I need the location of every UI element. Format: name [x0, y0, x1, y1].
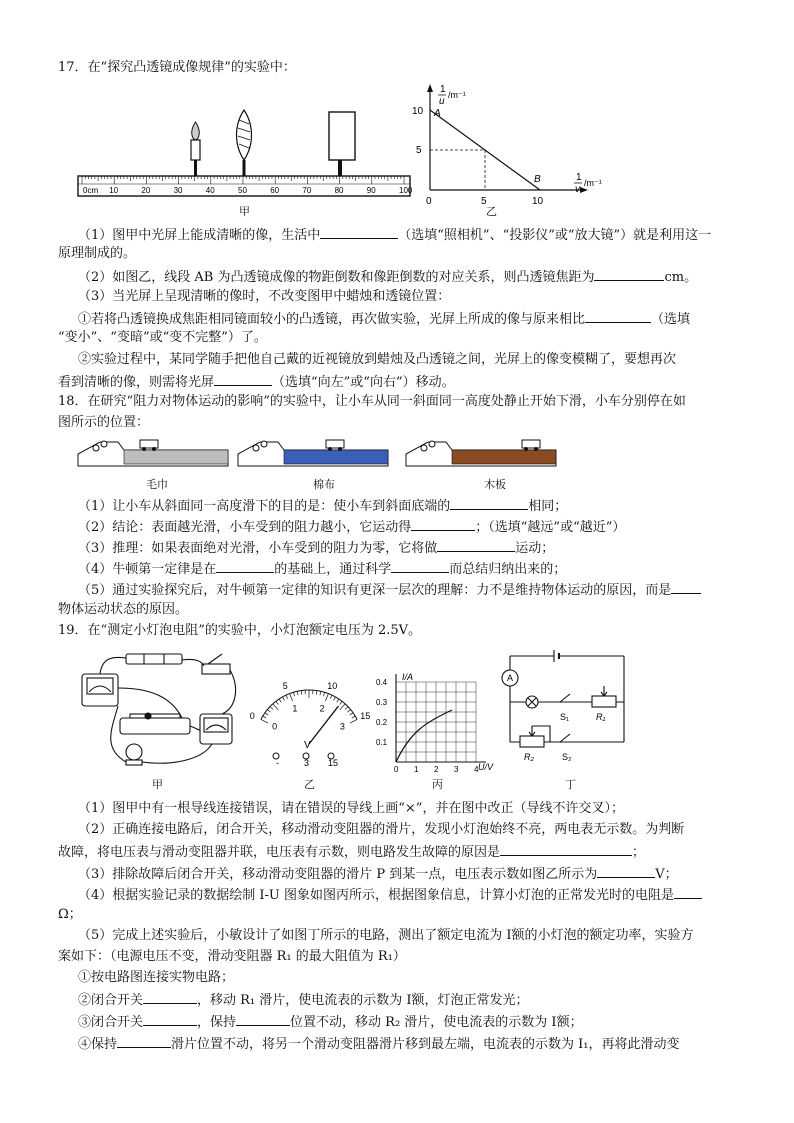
q19-iu-graph [376, 670, 502, 776]
graph-y-numerator: 1 [440, 84, 446, 95]
iu-x-tick: 4 [474, 765, 479, 774]
ruler-label: 80 [334, 186, 344, 195]
dial-tick [265, 713, 268, 715]
rheostat-icon [120, 718, 190, 734]
surface-label-cotton: 棉布 [313, 478, 335, 491]
q19-step3: ③闭合开关 ，保持 位置不动，移动 R₂ 滑片，使电流表的示数为 I额； [78, 1011, 583, 1033]
dial-tick [316, 691, 317, 695]
cart [326, 440, 344, 448]
q18-part1: （1）让小车从斜面同一高度滑下的目的是：使小车到斜面底端的 相同； [78, 495, 567, 517]
cart [522, 440, 540, 448]
q18-surfaces-figure [74, 434, 574, 474]
q17-part3: （3）当光屏上呈现清晰的像时，不改变图甲中蜡烛和透镜位置： [78, 289, 451, 304]
q19-title: 19．在“测定小灯泡电阻”的实验中，小灯泡额定电压为 2.5V。 [58, 623, 422, 638]
ruler-label: 100 [399, 186, 413, 195]
meter-terminal-neg: - [276, 758, 279, 768]
q19-blank-7[interactable] [117, 1033, 171, 1048]
dial-tick [330, 695, 332, 699]
q19-part4-line2: Ω； [58, 907, 82, 922]
graph-x-unit: /m⁻¹ [584, 178, 602, 188]
ruler-label: 10 [109, 186, 119, 195]
dial-tick [276, 701, 278, 704]
ruler-label: 0cm [83, 186, 99, 195]
dial-tick [290, 694, 293, 701]
circuit-r1-label: R₁ [596, 712, 606, 722]
ruler-label: 90 [366, 186, 376, 195]
q17-title: 17．在“探究凸透镜成像规律”的实验中： [58, 60, 296, 75]
dial-tick [340, 701, 342, 704]
dial-tick [340, 704, 345, 710]
graph-y-tick-10: 10 [412, 106, 424, 117]
iu-x-label: U/V [478, 762, 494, 772]
iu-x-tick: 2 [434, 765, 439, 774]
ruler-label: 60 [270, 186, 280, 195]
cart-wheel [524, 447, 528, 451]
q19-blank-6[interactable] [236, 1011, 290, 1026]
dial-tick [350, 719, 357, 723]
candle-icon [191, 122, 200, 176]
fig19-caption-bing: 丙 [432, 778, 443, 791]
iu-y-tick: 0.1 [376, 738, 388, 747]
q17-part3-2-line2: 看到清晰的像，则需将光屏 （选填“向左”或“向右”）移动。 [58, 371, 455, 393]
iu-x-tick: 3 [454, 765, 459, 774]
ruler [78, 176, 413, 196]
dial-tick [301, 691, 302, 695]
q19-part5-line2: 案如下：（电源电压不变，滑动变阻器 R₁ 的最大阻值为 R₁） [58, 949, 406, 964]
ruler-label: 20 [141, 186, 151, 195]
q19-blank-1[interactable] [500, 841, 632, 856]
q18-part3: （3）推理：如果表面绝对光滑，小车受到的阻力为零，它将做 运动； [78, 537, 554, 559]
q19-circuit-diagram [498, 646, 636, 770]
q17-optical-bench-figure [74, 100, 414, 200]
q18-blank-5[interactable] [391, 558, 449, 573]
dial-tick [297, 691, 298, 695]
dial-tick [334, 697, 336, 700]
q17-part1-line1: （1）图甲中光屏上能成清晰的像，生活中 （选填“照相机”、“投影仪”或“放大镜”）就是利用这一 [78, 224, 711, 246]
dial-tick [350, 713, 353, 715]
iu-curve [396, 710, 452, 762]
q17-part3-1-line2: “变小”、“变暗”或“变不完整”）了。 [58, 330, 267, 345]
q17-blank-3[interactable] [585, 308, 651, 323]
surface-label-wood: 木板 [484, 478, 506, 491]
dial-bottom-label: 1 [292, 703, 298, 714]
dial-bottom-label: 3 [339, 721, 345, 732]
meter-terminal-15: 15 [328, 758, 339, 768]
dial-top-label: 10 [327, 681, 338, 692]
iu-x-tick: 0 [394, 765, 399, 774]
fig19-caption-jia: 甲 [152, 778, 163, 791]
dial-tick [323, 692, 324, 696]
ruler-label: 70 [302, 186, 312, 195]
cart-wheel [534, 447, 538, 451]
fig-yi-caption: 乙 [486, 205, 497, 218]
q17-part1-line2: 原理制成的。 [58, 246, 137, 261]
q17-blank-1[interactable] [320, 224, 398, 239]
surface-strip [452, 450, 556, 464]
q19-part2-line1: （2）正确连接电路后，闭合开关，移动滑动变阻器的滑片，发现小灯泡始终不亮，两电表无示数。为判断 [78, 822, 685, 837]
dial-tick [282, 697, 284, 700]
q18-part5-line1: （5）通过实验探究后，对牛顿第一定律的知识有更深一层次的理解：力不是维持物体运动的原因，而是 [78, 579, 701, 601]
fig19-caption-ding: 丁 [565, 778, 576, 791]
q18-title-line1: 18．在研究“阻力对物体运动的影响”的实验中，让小车从同一斜面同一高度处静止开始下滑，小车分别停在如 [58, 394, 686, 409]
q19-step4: ④保持 滑片位置不动，将另一个滑动变阻器滑片移到最左端，电流表的示数为 I₁，再将此滑动变 [78, 1033, 680, 1055]
circuit-s2-label: S₂ [562, 752, 572, 762]
q18-blank-3[interactable] [437, 537, 515, 552]
ruler-label: 30 [173, 186, 183, 195]
iu-y-tick: 0.3 [376, 698, 388, 707]
cart-wheel [261, 441, 267, 447]
dial-tick [325, 694, 328, 701]
graph-x-denominator: v [575, 184, 580, 195]
q19-blank-5[interactable] [143, 1011, 197, 1026]
q18-title-line2: 图所示的位置： [58, 415, 150, 430]
surface-label-towel: 毛巾 [146, 478, 168, 491]
cart-wheel [101, 441, 107, 447]
battery-icon [126, 654, 182, 664]
graph-x-numerator: 1 [576, 172, 582, 183]
cart-wheel [328, 447, 332, 451]
graph-x-tick-5: 5 [481, 196, 487, 207]
cart [140, 440, 158, 448]
circuit-r2-label: R₂ [524, 752, 534, 762]
cart-wheel [429, 441, 435, 447]
switch-icon [202, 664, 230, 674]
q18-part5-line2: 物体运动状态的原因。 [58, 602, 189, 617]
screen-icon [329, 112, 355, 176]
q19-blank-2[interactable] [597, 863, 655, 878]
dial-tick [348, 710, 351, 713]
q18-part4: （4）牛顿第一定律是在 的基础上，通过科学 而总结归纳出来的； [78, 558, 566, 580]
switch-s2-icon [560, 734, 570, 742]
dial-tick [352, 716, 355, 718]
dial-tick [345, 707, 348, 710]
cart-wheel [152, 447, 156, 451]
q19-blank-3[interactable] [674, 884, 702, 899]
q17-part2: （2）如图乙，线段 AB 为凸透镜成像的物距倒数和像距倒数的对应关系，则凸透镜焦距为 cm。 [78, 266, 697, 288]
dial-tick [263, 716, 266, 718]
q17-part3-1-line1: ①若将凸透镜换成焦距相同镜面较小的凸透镜，再次做实验，光屏上所成的像与原来相比 （选填 [78, 308, 690, 330]
cart-wheel [93, 445, 99, 451]
r1-resistor [592, 696, 616, 707]
surface-strip [124, 450, 228, 464]
dial-tick [337, 699, 339, 702]
dial-tick [293, 692, 294, 696]
dial-tick [320, 691, 321, 695]
iu-y-tick: 0.4 [376, 678, 388, 687]
q18-blank-1[interactable] [450, 495, 528, 510]
dial-top-label: 15 [360, 710, 371, 721]
dial-tick [267, 710, 270, 713]
circuit-ammeter-label: A [507, 673, 514, 683]
dial-tick [286, 695, 288, 699]
dial-tick [270, 707, 273, 710]
q19-step2: ②闭合开关 ，移动 R₁ 滑片，使电流表的示数为 I额，灯泡正常发光； [78, 989, 529, 1011]
meter-unit: V [304, 740, 311, 751]
surface-strip [284, 450, 388, 464]
q19-voltmeter-dial-figure [236, 672, 382, 772]
q19-part3: （3）排除故障后闭合开关，移动滑动变阻器的滑片 P 到某一点，电压表示数如图乙所示为 V； [78, 863, 678, 885]
graph-x-tick-10: 10 [532, 196, 544, 207]
switch-s1-icon [560, 694, 570, 702]
graph-point-a: A [434, 108, 441, 119]
graph-point-b: B [534, 174, 541, 185]
graph-y-unit: /m⁻¹ [448, 90, 466, 100]
cart-wheel [338, 447, 342, 451]
q18-blank-2[interactable] [411, 516, 475, 531]
q19-step1: ①按电路图连接实物电路； [78, 970, 235, 985]
q18-part2: （2）结论：表面越光滑，小车受到的阻力越小，它运动得 ；（选填“越远”或“越近”） [78, 516, 625, 538]
iu-y-label: I/A [402, 672, 414, 682]
cart-wheel [142, 447, 146, 451]
dial-tick [279, 699, 281, 702]
cart-wheel [253, 445, 259, 451]
graph-y-denominator: u [439, 96, 445, 107]
q18-blank-6[interactable] [671, 579, 701, 594]
q17-blank-2[interactable] [594, 266, 664, 281]
ruler-label: 40 [205, 186, 215, 195]
iu-x-tick: 1 [414, 765, 419, 774]
q19-part4-line1: （4）根据实验记录的数据绘制 I-U 图象如图丙所示，根据图象信息，计算小灯泡的正常发光时的电阻是 [78, 884, 702, 906]
graph-origin: 0 [426, 196, 432, 207]
q18-blank-4[interactable] [216, 558, 274, 573]
cart-wheel [421, 445, 427, 451]
dial-tick [261, 719, 268, 723]
dial-bottom-label: 0 [272, 721, 278, 732]
q19-part5-line1: （5）完成上述实验后，小敏设计了如图丁所示的电路，测出了额定电流为 I额的小灯泡的额定功率，实验方 [78, 928, 694, 943]
q17-blank-4[interactable] [214, 371, 272, 386]
q19-real-circuit-figure [72, 648, 242, 770]
dial-top-label: 0 [249, 710, 255, 721]
bulb-icon [126, 744, 142, 760]
dial-bottom-label: 2 [319, 703, 325, 714]
fig-jia-caption: 甲 [239, 205, 250, 218]
r2-resistor [520, 736, 544, 747]
q19-part1: （1）图甲中有一根导线连接错误，请在错误的导线上画“×”，并在图中改正（导线不许交叉）； [78, 801, 624, 816]
dial-top-label: 5 [282, 681, 288, 692]
q19-part2-line2: 故障，将电压表与滑动变阻器并联，电压表有示数，则电路发生故障的原因是 ； [58, 841, 645, 863]
graph-y-tick-5: 5 [416, 145, 422, 156]
q19-blank-4[interactable] [143, 989, 197, 1004]
fig19-caption-yi: 乙 [304, 778, 315, 791]
dial-tick [273, 704, 278, 710]
circuit-s1-label: S₁ [560, 712, 570, 722]
ruler-label: 50 [238, 186, 247, 195]
q17-part3-2-line1: ②实验过程中，某同学随手把他自己戴的近视镜放到蜡烛及凸透镜之间，光屏上的像变模糊了，要想再次 [78, 352, 677, 367]
convex-lens-icon [237, 110, 252, 176]
iu-y-tick: 0.2 [376, 718, 388, 727]
q17-reciprocal-graph [404, 80, 614, 210]
meter-terminal-3: 3 [304, 758, 310, 768]
